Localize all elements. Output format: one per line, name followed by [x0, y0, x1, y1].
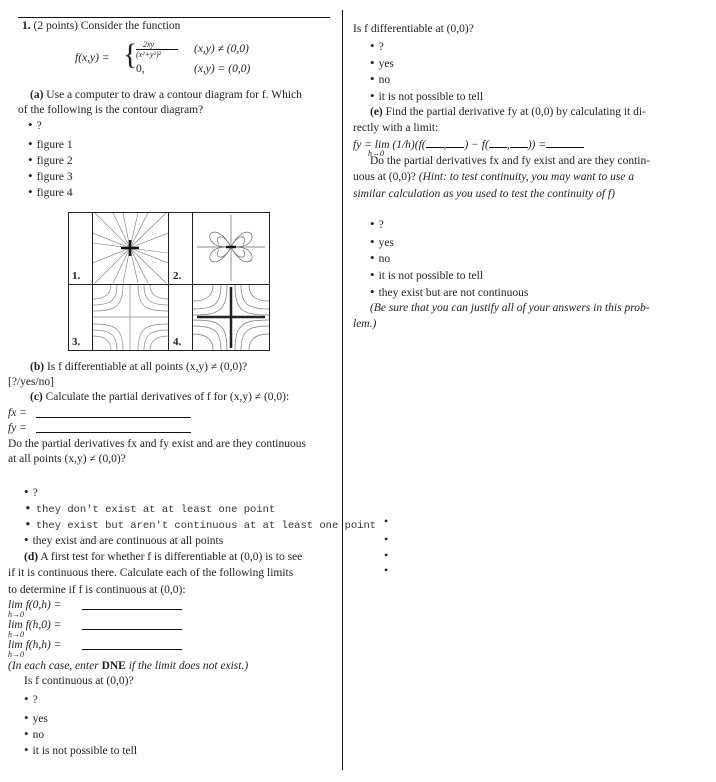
limit-3-sub: h→0 [8, 650, 24, 659]
figure-2-label: 2. [173, 270, 182, 282]
option-e-3[interactable]: • it is not possible to tell [370, 268, 483, 283]
part-d-line1 [24, 551, 302, 564]
figure-1-label: 1. [72, 270, 81, 282]
option-a-3[interactable]: • figure 3 [28, 169, 73, 184]
fy-limit-formula: fy = lim (1/h)(f( , ) − f( , )) = [353, 137, 584, 152]
figure-3-label: 3. [72, 336, 81, 348]
limit-1-sub: h→0 [8, 610, 24, 619]
part-a-label: (a) [30, 89, 44, 101]
problem-header-text: (2 points) Consider the function [33, 20, 181, 32]
option-c-2[interactable]: • they exist but aren't continuous at at least one point [24, 518, 376, 533]
option-a-1[interactable]: • figure 1 [28, 137, 73, 152]
differentiable-question: Is f differentiable at (0,0)? [353, 23, 474, 35]
option-c-0[interactable]: • ? [24, 485, 38, 500]
problem-header [22, 20, 180, 33]
part-e-hint: (Hint: to test continuity, you may want to use a [418, 171, 635, 183]
contour-plot-2 [193, 213, 269, 284]
part-a-line1 [30, 89, 302, 102]
function-lhs: f(x,y) = [75, 52, 110, 64]
figure-4-label: 4. [173, 336, 182, 348]
part-c-text: Calculate the partial derivatives of f for (x,y) ≠ (0,0): [45, 391, 290, 403]
fy-input[interactable] [36, 432, 191, 433]
formula-mid: ) − f( [464, 139, 489, 151]
fx-label: fx = [8, 407, 27, 419]
part-b-line [30, 361, 247, 374]
dne-note-post: if the limit does not exist.) [125, 660, 249, 672]
fx-input[interactable] [36, 417, 191, 418]
option-c-3[interactable]: • they exist and are continuous at all points [24, 533, 223, 548]
part-c-line [30, 391, 289, 404]
option-c-1[interactable]: • they don't exist at at least one point [24, 502, 275, 517]
figure-3 [92, 284, 169, 351]
dne-note-pre: (In each case, enter [8, 660, 102, 672]
fy-label: fy = [8, 422, 27, 434]
blank-3[interactable] [489, 137, 507, 148]
part-d-label: (d) [24, 551, 39, 563]
option-diff-0[interactable]: • ? [370, 39, 384, 54]
option-a-2[interactable]: • figure 2 [28, 153, 73, 168]
blank-4[interactable] [510, 137, 528, 148]
option-d-3[interactable]: • it is not possible to tell [24, 743, 137, 758]
blank-2[interactable] [446, 137, 464, 148]
option-e-0[interactable]: • ? [370, 217, 384, 232]
dne-note-bold: DNE [101, 660, 126, 672]
continuity-question: Is f continuous at (0,0)? [24, 675, 134, 687]
part-e-text: Find the partial derivative fy at (0,0) by calculating it di- [385, 106, 646, 118]
part-e-q2 [353, 171, 634, 184]
problem-number: 1. [22, 20, 31, 32]
figure-2 [192, 212, 270, 285]
option-d-1[interactable]: • yes [24, 711, 48, 726]
dne-note [8, 660, 248, 673]
part-e-q2-plain: uous at (0,0)? [353, 171, 419, 183]
case2-value: 0, [136, 63, 145, 75]
figure-4 [192, 284, 270, 351]
limit-3-input[interactable] [82, 649, 182, 650]
option-diff-2[interactable]: • no [370, 72, 390, 87]
part-a-line2: of the following is the contour diagram? [18, 104, 204, 116]
limit-1-label: lim f(0,h) = [8, 599, 62, 611]
formula-end: )) = [527, 139, 547, 151]
limit-2-label: lim f(h,0) = [8, 619, 62, 631]
part-e-line2: rectly with a limit: [353, 122, 439, 134]
fy-result-input[interactable] [546, 137, 584, 148]
part-c-question-1: Do the partial derivatives fx and fy exist and are they continuous [8, 438, 306, 450]
part-d-line3: to determine if f is continuous at (0,0): [8, 584, 186, 596]
option-diff-3[interactable]: • it is not possible to tell [370, 89, 483, 104]
part-e-label: (e) [370, 106, 383, 118]
part-b-answer-input[interactable]: [?/yes/no] [8, 376, 54, 388]
limit-3-label: lim f(h,h) = [8, 639, 62, 651]
contour-plot-3 [93, 285, 168, 350]
part-b-text: Is f differentiable at all points (x,y) ≠ (0,0)? [46, 361, 248, 373]
part-c-question-2: at all points (x,y) ≠ (0,0)? [8, 453, 126, 465]
justify-note-1: (Be sure that you can justify all of your answers in this prob- [370, 302, 650, 314]
part-d-line2: if it is continuous there. Calculate each of the following limits [8, 567, 294, 579]
part-e-q3: similar calculation as you used to test the continuity of f) [353, 188, 615, 200]
blank-1[interactable] [426, 137, 444, 148]
option-e-2[interactable]: • no [370, 251, 390, 266]
limit-2-input[interactable] [82, 629, 182, 630]
option-d-0[interactable]: • ? [24, 692, 38, 707]
contour-plot-4 [193, 285, 269, 350]
part-c-label: (c) [30, 391, 43, 403]
part-d-text: A first test for whether f is differentiable at (0,0) is to see [40, 551, 303, 563]
option-e-1[interactable]: • yes [370, 235, 394, 250]
contour-plot-1 [93, 213, 168, 284]
option-e-4[interactable]: • they exist but are not continuous [370, 285, 528, 300]
worksheet-page: 1. (2 points) Consider the function f(x,y) = { 2xy (x²+y²)² (x,y) ≠ (0,0) 0, (x,y) = (0,0) (a) Use a computer to draw a contour diagram for f. Which of the following is the contour diagram? • ? • figure 1 • figure 2 • figure 3 • figure 4 1. 2. 3. 4. (b) Is f differentiable at all points (x,y) ≠ (0,0)? [?/yes/no] (c) Calculate the partial derivatives of f for (x,y) ≠ (0,0): fx = fy = Do the partial derivatives fx and fy exist and are they continuous at all points (x,y) ≠ (0,0)? • ? • they don't exist at at least one point • they exist but aren't continuous at at least one point • they exist and are continuous at all points • • • • (d) A first test for whether f is differentiable at (0,0) is to see if it is continuous there. Calculate each of the following limits to determine if f is continuous at (0,0): lim f(0,h) = h→0 lim f(h,0) = h→0 lim f(h,h) = h→0 (In each case, enter DNE if the limit does not exist.) Is f continuous at (0,0)? • ? • yes • no • it is not possible to tell Is f differentiable at (0,0)? • ? • yes • no • it is not possible to tell (e) Find the partial derivative fy at (0,0) by calculating it di- rectly with a limit: fy = lim (1/h)(f( , ) − f( , )) = h→0 Do the partial derivatives fx and fy exist and are they contin- uous at (0,0)? (Hint: to test continuity, you may want to use a similar calculation as you used to test the continuity of f) • ? • yes • no • it is not possible to tell • they exist but are not continuous (Be sure that you can justify all of your answers in this prob- lem.) [0, 0, 716, 782]
case2-condition: (x,y) = (0,0) [194, 63, 251, 75]
justify-note-2: lem.) [353, 318, 377, 330]
case1-condition: (x,y) ≠ (0,0) [194, 43, 249, 55]
limit-2-sub: h→0 [8, 630, 24, 639]
part-b-label: (b) [30, 361, 45, 373]
part-e-q1: Do the partial derivatives fx and fy exist and are they contin- [370, 155, 651, 167]
option-a-0[interactable]: • ? [28, 118, 42, 133]
case1-denominator: (x²+y²)² [136, 50, 162, 59]
top-rule [18, 17, 330, 18]
column-divider [342, 10, 343, 770]
limit-1-input[interactable] [82, 609, 182, 610]
part-e-line1 [370, 106, 646, 119]
part-a-text: Use a computer to draw a contour diagram for f. Which [46, 89, 302, 101]
formula-lhs: fy = lim (1/h)(f( [353, 139, 426, 151]
option-diff-1[interactable]: • yes [370, 56, 394, 71]
case1-numerator: 2xy [143, 40, 155, 49]
option-a-4[interactable]: • figure 4 [28, 185, 73, 200]
option-d-2[interactable]: • no [24, 727, 44, 742]
brace: { [123, 38, 138, 71]
fy-limit-sub: h→0 [368, 149, 384, 158]
figure-1 [92, 212, 169, 285]
